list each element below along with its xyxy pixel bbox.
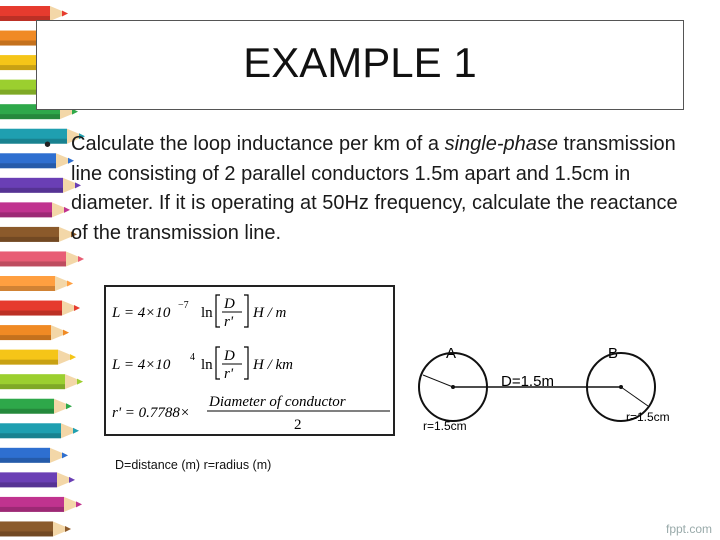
pencil bbox=[0, 227, 77, 242]
radius-line-b bbox=[621, 387, 648, 406]
radius-label-a: r=1.5cm bbox=[423, 419, 467, 433]
formula1-unit: H / m bbox=[253, 305, 287, 321]
formula1-exponent: −7 bbox=[178, 300, 189, 311]
watermark: fppt.com bbox=[666, 522, 713, 536]
formula2-numerator: D bbox=[224, 348, 235, 364]
pencil bbox=[0, 325, 69, 340]
formula2-exponent: 4 bbox=[190, 352, 195, 363]
formula2-right-bracket bbox=[244, 347, 248, 379]
pencil bbox=[0, 399, 72, 414]
formula1-lhs: L = 4×10 bbox=[112, 305, 171, 321]
formula2-lhs: L = 4×10 bbox=[112, 357, 171, 373]
pencil bbox=[0, 153, 74, 168]
variable-caption: D=distance (m) r=radius (m) bbox=[115, 458, 272, 472]
pencil bbox=[0, 301, 80, 316]
pencil bbox=[0, 202, 70, 217]
formula-box bbox=[104, 285, 395, 436]
bullet-marker: • bbox=[44, 134, 52, 156]
slide-title: EXAMPLE 1 bbox=[243, 39, 477, 86]
formula-set bbox=[106, 287, 393, 434]
formula3-numerator: Diameter of conductor bbox=[209, 394, 346, 410]
radius-label-b: r=1.5cm bbox=[626, 410, 670, 424]
formula1-numerator: D bbox=[224, 296, 235, 312]
formula2-unit: H / km bbox=[253, 357, 293, 373]
problem-text-start: Calculate the loop inductance per km of a bbox=[71, 133, 445, 155]
formula1-denominator: r' bbox=[224, 314, 234, 330]
conductor-a-label: A bbox=[446, 345, 457, 362]
formula1-right-bracket bbox=[244, 295, 248, 327]
distance-label: D=1.5m bbox=[501, 373, 554, 390]
formula2-left-bracket bbox=[216, 347, 220, 379]
formula2-ln: ln bbox=[201, 357, 213, 373]
formula3-denominator: 2 bbox=[294, 417, 302, 433]
pencil bbox=[0, 6, 68, 21]
pencil bbox=[0, 374, 83, 389]
pencil bbox=[0, 350, 76, 365]
radius-line-a bbox=[423, 375, 453, 387]
pencil bbox=[0, 448, 68, 463]
title-box bbox=[36, 20, 684, 110]
pencil bbox=[0, 472, 75, 487]
problem-text-end: transmission line consisting of 2 parallel conductors 1.5m apart and 1.5cm in diameter. If it is operating at 50Hz frequency, calculate the reactance of the transmission line. bbox=[71, 133, 678, 244]
formula1-ln: ln bbox=[201, 305, 213, 321]
problem-statement bbox=[71, 130, 691, 248]
pencil bbox=[0, 276, 73, 291]
pencil bbox=[0, 178, 81, 193]
pencil bbox=[0, 521, 71, 536]
problem-text-italic: single-phase bbox=[444, 133, 558, 155]
pencil bbox=[0, 497, 82, 512]
formula1-left-bracket bbox=[216, 295, 220, 327]
formula3-lhs: r' = 0.7788× bbox=[112, 405, 191, 421]
conductor-diagram bbox=[400, 330, 700, 450]
conductor-b-label: B bbox=[608, 345, 619, 362]
pencil bbox=[0, 423, 79, 438]
pencil bbox=[0, 251, 84, 266]
formula2-denominator: r' bbox=[224, 366, 234, 382]
